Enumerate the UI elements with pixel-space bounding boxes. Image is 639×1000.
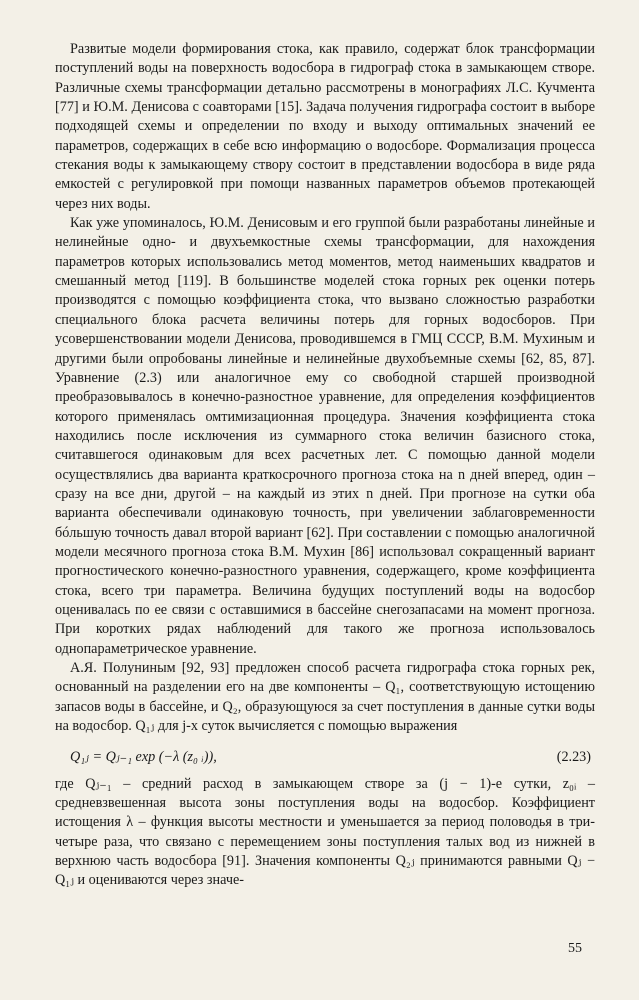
paragraph-2: Как уже упоминалось, Ю.М. Денисовым и его группой были разработаны линейные и нелинейные одно- и двухъемкостные схемы трансформации, для нахождения параметров которых использовались метод моментов, метод наименьших квадратов и смешанный метод [119]. В большинстве моделей стока горных рек оценки потерь производятся с помощью коэффициента стока, что вызвано сложностью разработки специального блока расчета величины потерь для горных водосборов. При усовершенствовании модели Денисова, проводившемся в ГМЦ СССР, В.М. Мухиным и другими были опробованы линейные и нелинейные двухобъемные схемы [62, 85, 87]. Уравнение (2.3) или аналогичное ему со свободной старшей производной преобразовывалось в конечно-разностное уравнение, для определения коэффициентов которого применялась омтимизационная процедура. Значения коэффициента стока находились после исключения из суммарного стока величин базисного стока, считавшегося одинаковым для всех расчетных лет. С помощью данной модели осуществлялись два варианта краткосрочного прогноза стока на n дней вперед, один – сразу на все дни, другой – на каждый из этих n дней. При прогнозе на сутки оба варианта обеспечивали одинаковую точность, при увеличении заблаговременности бóльшую точность давал второй вариант [62]. При составлении с помощью аналогичной модели месячного прогноза стока В.М. Мухин [86] использовал сокращенный вариант прогностического конечно-разностного уравнения, содержащего, кроме коэффициента стока, всего три параметра. Величина будущих поступлений воды на водосбор оценивалась по ее связи с оставшимися в бассейне снегозапасами на момент прогноза. При коротких рядах наблюдений для такого же прогноза использовалось однопараметрическое уравнение. — [55, 215, 595, 657]
body-text — [55, 40, 595, 891]
equation-expression: Q₁ⱼ = Qⱼ₋₁ exp (−λ (z₀ ᵢ)), — [70, 749, 217, 766]
equation-number: (2.23) — [556, 749, 591, 766]
paragraph-1: Развитые модели формирования стока, как правило, содержат блок трансформации поступлений воды на поверхность водосбора в гидрограф стока в замыкающем створе. Различные схемы трансформации детально рассмотрены в монографиях Л.С. Кучмента [77] и Ю.М. Денисова с соавторами [15]. Задача получения гидрографа состоит в выборе подходящей схемы и определении по входу и выходу оптимальных значений ее параметров, содержащих в себе всю информацию о водосборе. Формализация процесса стекания воды к замыкающему створу состоит в представлении водосбора в виде ряда емкостей с регулировкой при помощи названных параметров объемов протекающей через них воды. — [55, 41, 595, 212]
paragraph-4: где Qⱼ₋₁ – средний расход в замыкающем створе за (j − 1)-е сутки, z₀ᵢ – средневзвешенная высота зоны поступления воды на водосбор. Коэффициент истощения λ – функция высоты местности и уменьшается за период половодья в три-четыре раза, что связано с перемещением зоны поступления талых вод из нижней в верхнюю часть водосбора [91]. Значения компоненты Q₂ⱼ принимаются равными Qⱼ − Q₁ⱼ и оцениваются через значе- — [55, 775, 595, 889]
page-number: 55 — [568, 941, 582, 956]
equation-2-23 — [55, 748, 595, 767]
paragraph-3: А.Я. Полуниным [92, 93] предложен способ расчета гидрографа стока горных рек, основанный на разделении его на две компоненты – Q₁, соответствующую истощению запасов воды в бассейне, и Q₂, образующуюся за счет поступления в данные сутки воды на водосбор. Q₁ⱼ для j-х суток вычисляется с помощью выражения — [55, 660, 595, 735]
